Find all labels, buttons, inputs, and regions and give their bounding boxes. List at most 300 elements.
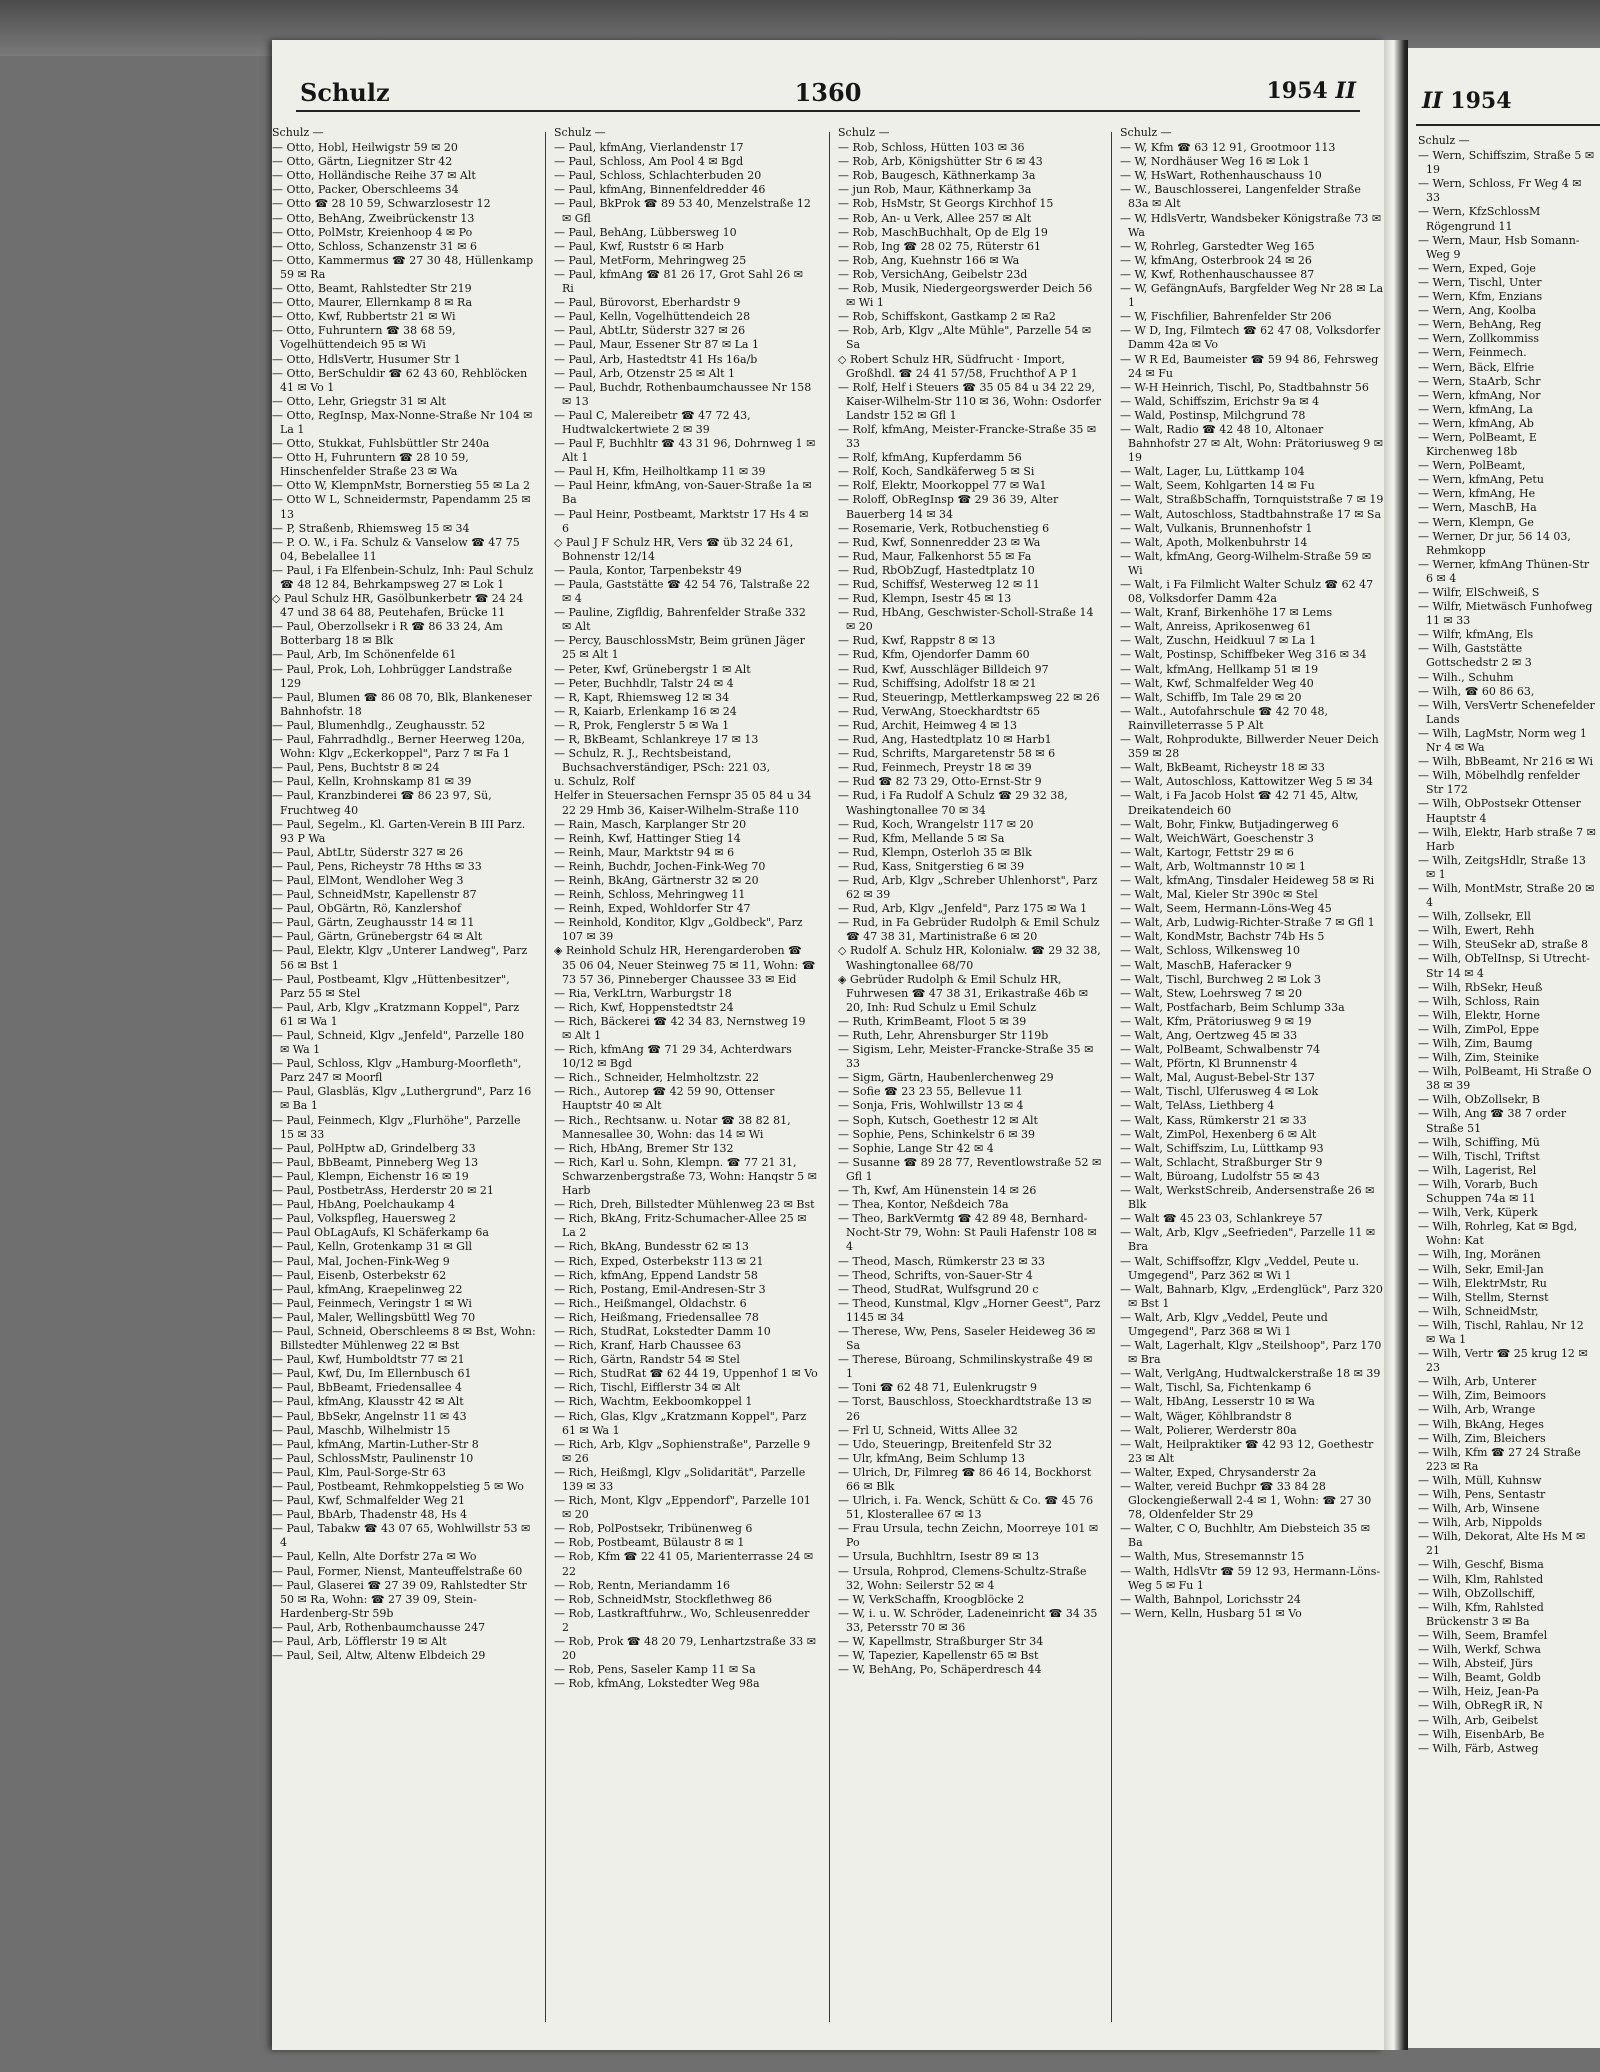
- directory-entry: — Otto, Kammermus ☎ 27 30 48, Hüllenkamp 59 ✉ Ra: [272, 253, 534, 281]
- directory-entry: — Wern, MaschB, Ha: [1418, 501, 1537, 515]
- directory-entry: — W, Rohrleg, Garstedter Weg 165: [1120, 239, 1315, 253]
- directory-entry: — Wern, kfmAng, Petu: [1418, 473, 1544, 487]
- directory-entry: — Wern, kfmAng, He: [1418, 487, 1536, 501]
- directory-entry: — Walt, Vulkanis, Brunnenhofstr 1: [1120, 521, 1313, 535]
- directory-entry: — W, Nordhäuser Weg 16 ✉ Lok 1: [1120, 155, 1310, 169]
- directory-entry: — Walt, Wäger, Köhlbrandstr 8: [1120, 1409, 1292, 1423]
- directory-entry: — Wern, kfmAng, La: [1418, 402, 1533, 416]
- directory-entry: — R, Prok, Fenglerstr 5 ✉ Wa 1: [554, 718, 730, 732]
- directory-entry: — Walt, Arb, Klgv „Veddel, Peute und Umgegend", Parz 368 ✉ Wi 1: [1120, 1310, 1328, 1338]
- directory-entry: — R, Kapt, Rhiemsweg 12 ✉ 34: [554, 690, 730, 704]
- directory-entry: ◇ Rudolf A. Schulz HR, Kolonialw. ☎ 29 32 38, Washingtonallee 68/70: [838, 944, 1101, 972]
- directory-entry: — Walt, Bohr, Finkw, Butjadingerweg 6: [1120, 817, 1339, 831]
- directory-entry: — Paul, Schloss, Schlachterbuden 20: [554, 169, 762, 183]
- directory-entry: — Paul, Postbeamt, Klgv „Hüttenbesitzer", Parz 55 ✉ Stel: [272, 972, 510, 1000]
- directory-entry: — Torst, Bauschloss, Stoeckhardtstraße 13 ✉ 26: [838, 1395, 1092, 1423]
- directory-entry: — Ruth, Lehr, Ahrensburger Str 119b: [838, 1029, 1049, 1042]
- edition-year: 1954: [1266, 78, 1328, 104]
- directory-entry: ◇ Paul Schulz HR, Gasölbunkerbetr ☎ 24 24 47 und 38 64 88, Peutehafen, Brücke 11: [272, 592, 524, 620]
- directory-entry: — Paul, AbtLtr, Süderstr 327 ✉ 26: [272, 845, 464, 859]
- directory-entry: — Rob, Musik, Niedergeorgswerder Deich 56 ✉ Wi 1: [838, 282, 1093, 310]
- directory-entry: — Wilfr, Mietwäsch Funhofweg 11 ✉ 33: [1418, 600, 1593, 628]
- directory-entry: — Wilh, Klm, Rahlsted: [1418, 1572, 1544, 1586]
- directory-entry: — Wern, Kelln, Husbarg 51 ✉ Vo: [1120, 1606, 1302, 1620]
- directory-entry: — Paul, Blumenhdlg., Zeughausstr. 52: [272, 718, 486, 732]
- directory-entry: — Walt, HbAng, Lesserstr 10 ✉ Wa: [1120, 1395, 1315, 1409]
- directory-entry: — Paul, Gärtn, Grünebergstr 64 ✉ Alt: [272, 930, 483, 944]
- directory-entry: — Paul, BehAng, Lübbersweg 10: [554, 225, 737, 239]
- directory-entry: — Paul, ObGärtn, Rö, Kanzlershof: [272, 902, 461, 916]
- directory-entry: — Wern, Zollkommiss: [1418, 332, 1540, 346]
- directory-entry: — Otto, Holländische Reihe 37 ✉ Alt: [272, 169, 476, 183]
- directory-entry: — Theod, Schrifts, von-Sauer-Str 4: [838, 1268, 1033, 1282]
- directory-entry: — Ria, VerkLtrn, Warburgstr 18: [554, 986, 732, 1000]
- directory-entry: — Reinh, Maur, Marktstr 94 ✉ 6: [554, 845, 735, 859]
- directory-entry: — Wern, Maur, Hsb Somann-Weg 9: [1418, 233, 1580, 261]
- directory-entry: — Paul, Schloss, Am Pool 4 ✉ Bgd: [554, 155, 744, 169]
- running-head-name: Schulz: [300, 78, 390, 107]
- directory-entry: — Rud, i Fa Rudolf A Schulz ☎ 29 32 38, Washingtonallee 70 ✉ 34: [838, 789, 1068, 817]
- directory-entry: — Rud, Schiffsing, Adolfstr 18 ✉ 21: [838, 676, 1037, 690]
- directory-entry: — Rob, Arb, Königshütter Str 6 ✉ 43: [838, 155, 1043, 169]
- directory-entry: — Paul, PostbetrAss, Herderstr 20 ✉ 21: [272, 1184, 494, 1198]
- directory-entry: — Rud, Schiffsf, Westerweg 12 ✉ 11: [838, 578, 1040, 591]
- directory-entry: — Rud, Kfm, Mellande 5 ✉ Sa: [838, 831, 1005, 845]
- directory-entry: — Rud, Archit, Heimweg 4 ✉ 13: [838, 718, 1017, 732]
- directory-entry: — W, HsWart, Rothenhauschauss 10: [1120, 169, 1322, 183]
- directory-entry: — Rud, Steueringp, Mettlerkampsweg 22 ✉ 26: [838, 690, 1100, 704]
- directory-entry: — Wilh, Rohrleg, Kat ✉ Bgd, Wohn: Kat: [1418, 1220, 1578, 1248]
- directory-entry: — Paul, Kwf, Schmalfelder Weg 21: [272, 1494, 466, 1508]
- directory-entry: — Wilh, PolBeamt, Hi Straße O 38 ✉ 39: [1418, 1065, 1592, 1093]
- directory-entry: — Rolf, Helf i Steuers ☎ 35 05 84 u 34 22 29, Kaiser-Wilhelm-Str 110 ✉ 36, Wohn: Osdorfer Landstr 152 ✉ Gfl 1: [838, 380, 1102, 422]
- directory-entry: — Paul, MetForm, Mehringweg 25: [554, 253, 747, 267]
- directory-entry: — Paul, Seil, Altw, Altenw Elbdeich 29: [272, 1649, 486, 1663]
- directory-entry: — Frl U, Schneid, Witts Allee 32: [838, 1423, 1018, 1437]
- directory-entry: — Rob, Prok ☎ 48 20 79, Lenhartzstraße 33 ✉ 20: [554, 1635, 817, 1663]
- directory-entry: — Rob, Postbeamt, Bülaustr 8 ✉ 1: [554, 1536, 745, 1550]
- directory-entry: — Theod, Masch, Rümkerstr 23 ✉ 33: [838, 1254, 1046, 1268]
- directory-entry: — Wilh, ElektrMstr, Ru: [1418, 1276, 1547, 1290]
- directory-entry: — Paul ObLagAufs, Kl Schäferkamp 6a: [272, 1226, 489, 1240]
- column-4: [1120, 126, 1384, 2026]
- directory-entry: — Walt, Mal, Kieler Str 390c ✉ Stel: [1120, 888, 1318, 902]
- directory-entry: — Paul F, Buchhltr ☎ 43 31 96, Dohrnweg 1 ✉ Alt 1: [554, 437, 816, 465]
- directory-entry: — Rob, Baugesch, Käthnerkamp 3a: [838, 169, 1036, 183]
- directory-entry: — Otto, Stukkat, Fuhlsbüttler Str 240a: [272, 437, 490, 451]
- directory-entry: — Rob, PolPostsekr, Tribünenweg 6: [554, 1522, 753, 1536]
- directory-entry: — Paul, Kranzbinderei ☎ 86 23 97, Sü, Fruchtweg 40: [272, 789, 492, 817]
- directory-entry: — Rolf, kfmAng, Meister-Francke-Straße 35 ✉ 33: [838, 422, 1097, 451]
- directory-entry: — Paul, Schneid, Klgv „Jenfeld", Parzelle 180 ✉ Wa 1: [272, 1029, 524, 1057]
- directory-entry: — Walt, Lager, Lu, Lüttkamp 104: [1120, 465, 1305, 479]
- directory-entry: — Paul, Oberzollsekr i R ☎ 86 33 24, Am Botterbarg 18 ✉ Blk: [272, 620, 503, 648]
- directory-entry: — Paul, Blumen ☎ 86 08 70, Blk, Blankeneser Bahnhofstr. 18: [272, 690, 532, 718]
- directory-entry: — Reinh, Exped, Wohldorfer Str 47: [554, 902, 751, 916]
- directory-entry: — Sigm, Gärtn, Haubenlerchenweg 29: [838, 1071, 1054, 1085]
- directory-entry: — Walt, Rohprodukte, Billwerder Neuer Deich 359 ✉ 28: [1120, 733, 1379, 761]
- directory-entry: — Percy, BauschlossMstr, Beim grünen Jäger 25 ✉ Alt 1: [554, 634, 805, 662]
- directory-entry: — Wilh, Kfm, Rahlsted Brückenstr 3 ✉ Ba: [1418, 1600, 1544, 1628]
- directory-entry: — Paul, AbtLtr, Süderstr 327 ✉ 26: [554, 324, 746, 338]
- directory-entry: — Paul, Arb, Rothenbaumchausse 247: [272, 1620, 486, 1634]
- column-head: Schulz —: [838, 126, 890, 139]
- directory-entry: — Walt, Seem, Kohlgarten 14 ✉ Fu: [1120, 479, 1315, 493]
- directory-entry: — Otto, BerSchuldir ☎ 62 43 60, Rehblöcken 41 ✉ Vo 1: [272, 366, 528, 394]
- directory-entry: — Wilh, Geschf, Bisma: [1418, 1558, 1544, 1572]
- directory-entry: — Toni ☎ 62 48 71, Eulenkrugstr 9: [838, 1381, 1037, 1395]
- directory-entry: — Wald, Schiffszim, Erichstr 9a ✉ 4: [1120, 394, 1320, 408]
- directory-entry: — Wilh, RbSekr, Heuß: [1418, 980, 1543, 994]
- directory-entry: — Werner, Dr jur, 56 14 03, Rehmkopp: [1418, 529, 1571, 557]
- directory-entry: — Walt, Tischl, Burchweg 2 ✉ Lok 3: [1120, 972, 1322, 986]
- column-head: Schulz —: [1120, 126, 1172, 139]
- directory-entry: — W-H Heinrich, Tischl, Po, Stadtbahnstr 56: [1120, 380, 1369, 394]
- directory-entry: — Paul, Maur, Essener Str 87 ✉ La 1: [554, 338, 759, 352]
- directory-entry: — Sophie, Pens, Schinkelstr 6 ✉ 39: [838, 1127, 1036, 1141]
- directory-entry: — Rich, Kranf, Harb Chaussee 63: [554, 1339, 742, 1353]
- directory-entry: — Wilh, Absteif, Jürs: [1418, 1657, 1533, 1671]
- directory-entry: — Paul, Klm, Paul-Sorge-Str 63: [272, 1465, 446, 1479]
- directory-entry: — Wern, KfzSchlossM Rögengrund 11: [1418, 205, 1541, 233]
- directory-entry: u. Schulz, Rolf: [554, 775, 635, 789]
- directory-entry: — Therese, Büroang, Schmilinskystraße 49 ✉ 1: [838, 1353, 1093, 1381]
- directory-entry: — Wilh, Ewert, Rehh: [1418, 924, 1535, 938]
- directory-entry: — Paul, kfmAng, Kraepelinweg 22: [272, 1282, 463, 1296]
- directory-entry: — Paul, Feinmech, Veringstr 1 ✉ Wi: [272, 1296, 472, 1310]
- directory-entry: — Paul, Pens, Richeystr 78 Hths ✉ 33: [272, 859, 482, 873]
- directory-entry: — Wern, Bäck, Elfrie: [1418, 360, 1535, 374]
- directory-entry: — Walt, Tischl, Sa, Fichtenkamp 6: [1120, 1381, 1312, 1395]
- directory-entry: — Walt, kfmAng, Hellkamp 51 ✉ 19: [1120, 662, 1319, 676]
- directory-entry: — Ulr, kfmAng, Beim Schlump 13: [838, 1451, 1025, 1465]
- directory-entry: — Rich., Schneider, Helmholtzstr. 22: [554, 1071, 760, 1085]
- directory-entry: — Walt, Seem, Hermann-Löns-Weg 45: [1120, 902, 1332, 916]
- directory-entry: — Paul, Segelm., Kl. Garten-Verein B III Parz. 93 P Wa: [272, 817, 526, 845]
- directory-entry: — Walt, Postfacharb, Beim Schlump 33a: [1120, 1000, 1345, 1014]
- directory-entry: — Wald, Postinsp, Milchgrund 78: [1120, 408, 1306, 422]
- directory-entry: — Walt, Tischl, Ulferusweg 4 ✉ Lok: [1120, 1085, 1319, 1099]
- directory-entry: — Rich., Heißmangel, Oldachstr. 6: [554, 1296, 747, 1310]
- directory-entry: — Walt, Anreiss, Aprikosenweg 61: [1120, 620, 1312, 634]
- directory-entry: — P. O. W., i Fa. Schulz & Vanselow ☎ 47 75 04, Bebelallee 11: [272, 535, 520, 563]
- directory-entry: — Walt, ZimPol, Hexenberg 6 ✉ Alt: [1120, 1127, 1317, 1141]
- directory-entry: — Walt, Lagerhalt, Klgv „Steilshoop", Parz 170 ✉ Bra: [1120, 1339, 1382, 1367]
- directory-entry: — Wilh, Arb, Wrange: [1418, 1403, 1536, 1417]
- column-head: Schulz —: [554, 126, 606, 139]
- directory-entry: — Walt, Schiffb, Im Tale 29 ✉ 20: [1120, 690, 1302, 704]
- directory-entry: — Paul, BbArb, Thadenstr 48, Hs 4: [272, 1508, 468, 1522]
- directory-entry: — Wilh, Vorarb, Buch Schuppen 74a ✉ 11: [1418, 1177, 1538, 1206]
- directory-entry: — Theod, StudRat, Wulfsgrund 20 c: [838, 1282, 1039, 1296]
- directory-entry: — Rich, BkAng, Fritz-Schumacher-Allee 25 ✉ La 2: [554, 1212, 807, 1240]
- directory-entry: — W, GefängnAufs, Bargfelder Weg Nr 28 ✉ La 1: [1120, 282, 1384, 310]
- directory-entry: — Otto, HdlsVertr, Husumer Str 1: [272, 352, 461, 366]
- directory-entry: — Walt, StraßbSchaffn, Tornquiststraße 7 ✉ 19: [1120, 493, 1384, 507]
- directory-entry: — Paul, Maler, Wellingsbüttl Weg 70: [272, 1310, 476, 1324]
- directory-entry: — Ruth, KrimBeamt, Floot 5 ✉ 39: [838, 1014, 1027, 1028]
- directory-entry: — Rob, Lastkraftfuhrw., Wo, Schleusenredder 2: [554, 1606, 810, 1634]
- directory-entry: — Rud, HbAng, Geschwister-Scholl-Straße 14 ✉ 20: [838, 606, 1094, 634]
- directory-entry: — Walth, Mus, Stresemannstr 15: [1120, 1550, 1305, 1564]
- directory-entry: — Walt, Polierer, Werderstr 80a: [1120, 1423, 1297, 1437]
- directory-entry: — Paul, Feinmech, Klgv „Flurhöhe", Parzelle 15 ✉ 33: [272, 1113, 521, 1141]
- directory-entry: — Susanne ☎ 89 28 77, Reventlowstraße 52 ✉ Gfl 1: [838, 1155, 1102, 1183]
- directory-entry: — R, Kaiarb, Erlenkamp 16 ✉ 24: [554, 704, 737, 718]
- directory-entry: — Wern, StaArb, Schr: [1418, 374, 1541, 388]
- directory-entry: — Walt, i Fa Jacob Holst ☎ 42 71 45, Altw, Dreikatendeich 60: [1120, 789, 1359, 817]
- directory-entry: — Udo, Steueringp, Breitenfeld Str 32: [838, 1437, 1053, 1451]
- directory-entry: — Rud, Maur, Falkenhorst 55 ✉ Fa: [838, 549, 1032, 563]
- directory-entry: — Wern, PolBeamt,: [1418, 459, 1526, 473]
- directory-entry: — Wilh, Möbelhdlg renfelder Str 172: [1418, 769, 1580, 797]
- directory-entry: — Paul, Kelln, Krohnskamp 81 ✉ 39: [272, 775, 472, 789]
- directory-entry: — Paul, Former, Nienst, Manteuffelstraße 60: [272, 1564, 523, 1578]
- directory-entry: ◈ Gebrüder Rudolph & Emil Schulz HR, Fuhrwesen ☎ 47 38 31, Erikastraße 46b ✉ 20, Inh: Rud Schulz u Emil Schulz: [838, 972, 1088, 1014]
- directory-entry: — Rob, Schiffskont, Gastkamp 2 ✉ Ra2: [838, 310, 1056, 324]
- directory-entry: — Rob, Rentn, Meriandamm 16: [554, 1578, 730, 1592]
- directory-entry: — Wilh, MontMstr, Straße 20 ✉ 4: [1418, 881, 1595, 910]
- directory-entry: — Otto, RegInsp, Max-Nonne-Straße Nr 104 ✉ La 1: [272, 408, 533, 436]
- book-gutter: [1384, 40, 1408, 2050]
- directory-entry: — Wilh, Arb, Unterer: [1418, 1375, 1537, 1389]
- directory-entry: — Rich, Tischl, Eifflerstr 34 ✉ Alt: [554, 1381, 741, 1395]
- directory-entry: — Wilh, Schloss, Rain: [1418, 994, 1540, 1008]
- directory-entry: — Wilh, SteuSekr aD, straße 8: [1418, 938, 1588, 952]
- directory-entry: — Otto, Maurer, Ellernkamp 8 ✉ Ra: [272, 296, 473, 310]
- directory-entry: — Paul, HbAng, Poelchaukamp 4: [272, 1198, 455, 1212]
- directory-entry: — Paul, i Fa Elfenbein-Schulz, Inh: Paul Schulz ☎ 48 12 84, Behrkampsweg 27 ✉ Lok 1: [272, 563, 534, 591]
- directory-entry: — Paul, Postbeamt, Rehmkoppelstieg 5 ✉ Wo: [272, 1480, 524, 1493]
- directory-entry: — Wilh, Zim, Bleichers: [1418, 1431, 1546, 1445]
- directory-entry: — P, Straßenb, Rhiemsweg 15 ✉ 34: [272, 521, 470, 535]
- directory-entry: — W, Kfm ☎ 63 12 91, Grootmoor 113: [1120, 141, 1336, 155]
- directory-entry: — Wilh, Arb, Geibelst: [1418, 1713, 1538, 1727]
- directory-entry: ◇ Robert Schulz HR, Südfrucht · Import, Großhdl. ☎ 24 41 57/58, Fruchthof A P 1: [838, 352, 1078, 380]
- column-head: Schulz —: [1418, 134, 1470, 147]
- directory-entry: — Paul, Arb, Hastedtstr 41 Hs 16a/b: [554, 352, 758, 366]
- directory-entry: — Walt, Radio ☎ 42 48 10, Altonaer Bahnhofstr 27 ✉ Alt, Wohn: Prätoriusweg 9 ✉ 19: [1120, 422, 1383, 465]
- directory-entry: — Rob, An- u Verk, Allee 257 ✉ Alt: [838, 211, 1032, 225]
- directory-entry: — Rich, Postang, Emil-Andresen-Str 3: [554, 1282, 766, 1296]
- directory-entry: — W, i. u. W. Schröder, Ladeneinricht ☎ 34 35 33, Petersstr 70 ✉ 36: [838, 1606, 1098, 1634]
- directory-entry: — Otto, Hobl, Heilwigstr 59 ✉ 20: [272, 141, 458, 155]
- facing-column: [1418, 134, 1596, 2034]
- directory-entry: — Ulrich, i. Fa. Wenck, Schütt & Co. ☎ 45 76 51, Klosterallee 67 ✉ 13: [838, 1494, 1094, 1522]
- directory-entry: — Paula, Kontor, Tarpenbekstr 49: [554, 563, 742, 577]
- directory-entry: — Walt, Kass, Rümkerstr 21 ✉ 33: [1120, 1113, 1307, 1127]
- directory-entry: — W., Bauschlosserei, Langenfelder Straße 83a ✉ Alt: [1120, 183, 1361, 211]
- directory-entry: — Otto W, KlempnMstr, Bornerstieg 55 ✉ La 2: [272, 479, 531, 493]
- directory-entry: — Otto, Lehr, Griegstr 31 ✉ Alt: [272, 394, 446, 408]
- directory-entry: — Rud, Klempn, Isestr 45 ✉ 13: [838, 592, 1012, 606]
- directory-entry: — Reinh, BkAng, Gärtnerstr 32 ✉ 20: [554, 873, 759, 887]
- directory-entry: — Rich, kfmAng ☎ 71 29 34, Achterdwars 10/12 ✉ Bgd: [554, 1043, 792, 1071]
- directory-entry: — Paul, Arb, Löfflerstr 19 ✉ Alt: [272, 1635, 447, 1649]
- directory-entry: — Wilh, Verk, Küperk: [1418, 1206, 1538, 1220]
- directory-entry: — Soph, Kutsch, Goethestr 12 ✉ Alt: [838, 1113, 1038, 1127]
- directory-entry: — Rich., Autorep ☎ 42 59 90, Ottenser Hauptstr 40 ✉ Alt: [554, 1085, 775, 1113]
- directory-entry: — Otto, Schloss, Schanzenstr 31 ✉ 6: [272, 239, 478, 253]
- directory-entry: — Rud, Arb, Klgv „Jenfeld", Parz 175 ✉ Wa 1: [838, 902, 1088, 916]
- directory-entry: — Wern, Feinmech.: [1418, 346, 1527, 360]
- column-1: [272, 126, 536, 2026]
- directory-entry: — Paul, PolHptw aD, Grindelberg 33: [272, 1141, 476, 1155]
- directory-entry: — Rob, kfmAng, Lokstedter Weg 98a: [554, 1677, 760, 1691]
- directory-entry: — Reinh, Schloss, Mehringweg 11: [554, 888, 746, 902]
- column-head: Schulz —: [272, 126, 324, 139]
- directory-entry: — Wilh, Gaststätte Gottschedstr 2 ✉ 3: [1418, 642, 1532, 670]
- directory-entry: — Wilh, Zim, Beimoors: [1418, 1389, 1546, 1403]
- directory-entry: — Rob, VersichAng, Geibelstr 23d: [838, 267, 1028, 281]
- directory-entry: — Rud, VerwAng, Stoeckhardtstr 65: [838, 704, 1041, 718]
- directory-entry: — Wilh, ObZollschiff,: [1418, 1586, 1536, 1600]
- directory-entry: — Rob, HsMstr, St Georgs Kirchhof 15: [838, 197, 1054, 211]
- directory-entry: — Wilh, Ing, Moränen: [1418, 1248, 1541, 1262]
- directory-entry: — Wilh., Schuhm: [1418, 670, 1514, 684]
- directory-entry: — Wilh, Arb, Nippolds: [1418, 1516, 1543, 1530]
- directory-entry: — Walt, VerlgAng, Hudtwalckerstraße 18 ✉ 39: [1120, 1367, 1381, 1381]
- directory-entry: — Wilh, BbBeamt, Nr 216 ✉ Wi: [1418, 755, 1594, 769]
- directory-entry: — W, VerkSchaffn, Kroogblöcke 2: [838, 1592, 1025, 1606]
- directory-entry: — jun Rob, Maur, Käthnerkamp 3a: [838, 183, 1032, 197]
- directory-entry: — Walt, Schiffszim, Lu, Lüttkamp 93: [1120, 1141, 1324, 1155]
- directory-entry: — Walt, Kwf, Schmalfelder Weg 40: [1120, 676, 1314, 690]
- directory-entry: — Wilh, Zim, Baumg: [1418, 1037, 1533, 1050]
- directory-entry: — Walt, Arb, Klgv „Seefrieden", Parzelle 11 ✉ Bra: [1120, 1226, 1376, 1254]
- directory-entry: — Walt, WeichWärt, Goeschenstr 3: [1120, 831, 1314, 845]
- directory-entry: — Rud, Ang, Hastedtplatz 10 ✉ Harb1: [838, 733, 1052, 747]
- directory-entry: — Walt, Büroang, Ludolfstr 55 ✉ 43: [1120, 1169, 1320, 1183]
- directory-entry: — Paul, Schloss, Klgv „Hamburg-Moorfleth", Parz 247 ✉ Moorfl: [272, 1057, 522, 1085]
- directory-entry: — Peter, Buchhdlr, Talstr 24 ✉ 4: [554, 676, 734, 690]
- directory-entry: — Rich, Exped, Osterbekstr 113 ✉ 21: [554, 1254, 764, 1268]
- directory-entry: — Wilh, Lagerist, Rel: [1418, 1163, 1537, 1177]
- directory-entry: — Paul, kfmAng ☎ 81 26 17, Grot Sahl 26 ✉ Ri: [554, 267, 803, 296]
- directory-entry: — Rolf, Koch, Sandkäferweg 5 ✉ Si: [838, 465, 1035, 479]
- directory-entry: — Rud, RbObZugf, Hastedtplatz 10: [838, 563, 1035, 577]
- directory-entry: — Paul, Elektr, Klgv „Unterer Landweg", Parz 56 ✉ Bst 1: [272, 944, 528, 972]
- directory-entry: — W, Kwf, Rothenhauschaussee 87: [1120, 267, 1315, 281]
- directory-entry: — Paul, Buchdr, Rothenbaumchaussee Nr 158 ✉ 13: [554, 380, 812, 408]
- directory-entry: — Walt, PolBeamt, Schwalbenstr 74: [1120, 1043, 1321, 1057]
- facing-page: [1408, 48, 1600, 2048]
- directory-entry: — Walt, Autoschloss, Kattowitzer Weg 5 ✉ 34: [1120, 775, 1374, 789]
- directory-entry: — Thea, Kontor, Neßdeich 78a: [838, 1198, 1009, 1212]
- directory-entry: — Rolf, kfmAng, Kupferdamm 56: [838, 451, 1022, 465]
- page-number: 1360: [794, 78, 862, 107]
- directory-entry: — Paul, Maschb, Wilhelmistr 15: [272, 1423, 451, 1437]
- directory-entry: — Rud, Arb, Klgv „Schreber Uhlenhorst", Parz 62 ✉ 39: [838, 873, 1098, 902]
- directory-entry: — Wilh, Zollsekr, Ell: [1418, 910, 1531, 924]
- directory-entry: — Paula, Gaststätte ☎ 42 54 76, Talstraße 22 ✉ 4: [554, 578, 810, 606]
- directory-entry: — Rain, Masch, Karplanger Str 20: [554, 817, 747, 831]
- directory-entry: — Wilh, Schiffing, Mü: [1418, 1135, 1540, 1149]
- directory-entry: — Rosemarie, Verk, Rotbuchenstieg 6: [838, 521, 1050, 535]
- directory-entry: — Rob, Schloss, Hütten 103 ✉ 36: [838, 141, 1025, 155]
- directory-entry: — Walt, Apoth, Molkenbuhrstr 14: [1120, 535, 1308, 549]
- directory-entry: — Wilh, ZeitgsHdlr, Straße 13 ✉ 1: [1418, 853, 1586, 881]
- directory-entry: — Otto, Kwf, Rubbertstr 21 ✉ Wi: [272, 310, 456, 324]
- directory-entry: — Wern, Schloss, Fr Weg 4 ✉ 33: [1418, 177, 1582, 205]
- directory-entry: — Walt ☎ 45 23 03, Schlankreye 57: [1120, 1212, 1323, 1226]
- directory-entry: — W, Kapellmstr, Straßburger Str 34: [838, 1635, 1044, 1649]
- directory-entry: — Wern, Tischl, Unter: [1418, 275, 1542, 289]
- directory-entry: — Rob, SchneidMstr, Stockflethweg 86: [554, 1592, 772, 1606]
- directory-entry: — Rich, Glas, Klgv „Kratzmann Koppel", Parz 61 ✉ Wa 1: [554, 1409, 807, 1437]
- directory-entry: — Paul, Kelln, Vogelhüttendeich 28: [554, 310, 751, 324]
- directory-entry: — Otto W L, Schneidermstr, Papendamm 25 ✉ 13: [272, 493, 531, 521]
- directory-entry: — Wilh, Elektr, Horne: [1418, 1008, 1540, 1022]
- directory-entry: — Walt, Kartogr, Fettstr 29 ✉ 6: [1120, 845, 1294, 859]
- directory-entry: — Paul Heinr, Postbeamt, Marktstr 17 Hs 4 ✉ 6: [554, 507, 809, 535]
- directory-entry: — Paul, Kwf, Ruststr 6 ✉ Harb: [554, 239, 724, 253]
- directory-entry: — Walt, WerkstSchreib, Andersenstraße 26 ✉ Blk: [1120, 1184, 1375, 1212]
- directory-entry: — W, HdlsVertr, Wandsbeker Königstraße 73 ✉ Wa: [1120, 211, 1382, 239]
- directory-entry: — Paul, SchlossMstr, Paulinenstr 10: [272, 1451, 474, 1465]
- column-3: [838, 126, 1102, 2026]
- directory-entry: — Wern, PolBeamt, E Kirchenweg 18b: [1418, 430, 1537, 459]
- directory-entry: — Otto, Fuhruntern ☎ 38 68 59, Vogelhüttendeich 95 ✉ Wi: [272, 324, 456, 352]
- directory-entry: — Walt, Kranf, Birkenhöhe 17 ✉ Lems: [1120, 606, 1333, 620]
- directory-entry: — Theo, BarkVermtg ☎ 42 89 48, Bernhard-Nocht-Str 79, Wohn: St Pauli Hafenstr 108 ✉ 4: [838, 1212, 1097, 1254]
- directory-entry: — Wilh, ☎ 60 86 63,: [1418, 684, 1535, 698]
- directory-entry: — Reinhold, Konditor, Klgv „Goldbeck", Parz 107 ✉ 39: [554, 916, 803, 944]
- directory-entry: — Paul, Tabakw ☎ 43 07 65, Wohlwillstr 53 ✉ 4: [272, 1522, 531, 1550]
- directory-entry: — Rich., Rechtsanw. u. Notar ☎ 38 82 81, Mannesallee 30, Wohn: das 14 ✉ Wi: [554, 1113, 791, 1141]
- directory-entry: — Wern, Klempn, Ge: [1418, 515, 1534, 529]
- directory-entry: — Wilh, Pens, Sentastr: [1418, 1488, 1546, 1501]
- directory-entry: — Rich, Heißmang, Friedensallee 78: [554, 1310, 759, 1324]
- directory-entry: — Rob, MaschBuchhalt, Op de Elg 19: [838, 225, 1048, 239]
- directory-entry: — Wilh, Dekorat, Alte Hs M ✉ 21: [1418, 1530, 1586, 1558]
- directory-entry: — Paul, Pens, Buchtstr 8 ✉ 24: [272, 761, 440, 775]
- directory-entry: — Otto, PolMstr, Kreienhoop 4 ✉ Po: [272, 225, 473, 239]
- directory-entry: — Rud, Kwf, Sonnenredder 23 ✉ Wa: [838, 535, 1041, 549]
- directory-entry: — Paul Heinr, kfmAng, von-Sauer-Straße 1a ✉ Ba: [554, 479, 812, 507]
- directory-entry: — Walt, Mal, August-Bebel-Str 137: [1120, 1071, 1315, 1085]
- directory-entry: — Otto, Gärtn, Liegnitzer Str 42: [272, 155, 453, 169]
- directory-entry: — Wilh, Beamt, Goldb: [1418, 1671, 1541, 1685]
- directory-entry: — Wilh, Zim, Steinike: [1418, 1051, 1540, 1065]
- directory-entry: — Paul, kfmAng, Vierlandenstr 17: [554, 141, 744, 155]
- directory-entry: — Rud, in Fa Gebrüder Rudolph & Emil Schulz ☎ 47 38 31, Martinistraße 6 ✉ 20: [838, 916, 1100, 944]
- directory-entry: — Wilh, Stellm, Sternst: [1418, 1290, 1549, 1304]
- directory-entry: — Paul, BbBeamt, Pinneberg Weg 13: [272, 1155, 479, 1169]
- directory-entry: — Rob, Ang, Kuehnstr 166 ✉ Wa: [838, 253, 1020, 267]
- directory-entry: — W R Ed, Baumeister ☎ 59 94 86, Fehrsweg 24 ✉ Fu: [1120, 352, 1379, 380]
- directory-entry: — Walter, vereid Buchpr ☎ 33 84 28 Glockengießerwall 2-4 ✉ 1, Wohn: ☎ 27 30 78, Oldenfelder Str 29: [1120, 1480, 1372, 1522]
- directory-entry: — Paul, Eisenb, Osterbekstr 62: [272, 1268, 447, 1282]
- directory-entry: — Wern, Ang, Koolba: [1418, 304, 1537, 318]
- directory-entry: — Paul, kfmAng, Martin-Luther-Str 8: [272, 1437, 479, 1451]
- directory-entry: — Frau Ursula, techn Zeichn, Moorreye 101 ✉ Po: [838, 1522, 1099, 1550]
- directory-entry: — Wilh, ObPostsekr Ottenser Hauptstr 4: [1418, 797, 1581, 825]
- directory-entry: — Walt, BkBeamt, Richeystr 18 ✉ 33: [1120, 761, 1325, 775]
- directory-entry: — W, BehAng, Po, Schäperdresch 44: [838, 1663, 1042, 1677]
- directory-entry: — Wilh, Arb, Winsene: [1418, 1502, 1540, 1516]
- directory-entry: — Walth, Bahnpol, Lorichsstr 24: [1120, 1592, 1301, 1606]
- directory-entry: — Paul, Arb, Klgv „Kratzmann Koppel", Parz 61 ✉ Wa 1: [272, 1000, 520, 1028]
- edition-volume: II: [1335, 78, 1356, 104]
- directory-entry: — Reinh, Buchdr, Jochen-Fink-Weg 70: [554, 859, 766, 873]
- directory-entry: — Wilh, Färb, Astweg: [1418, 1741, 1539, 1755]
- directory-entry: — Sofie ☎ 23 23 55, Bellevue 11: [838, 1085, 1023, 1099]
- directory-entry: — Rich, Gärtn, Randstr 54 ✉ Stel: [554, 1353, 740, 1367]
- directory-entry: — Paul, Klempn, Eichenstr 16 ✉ 19: [272, 1169, 469, 1183]
- directory-entry: — Paul, Mal, Jochen-Fink-Weg 9: [272, 1254, 450, 1268]
- directory-entry: — Wilh, ObRegR iR, N: [1418, 1699, 1543, 1713]
